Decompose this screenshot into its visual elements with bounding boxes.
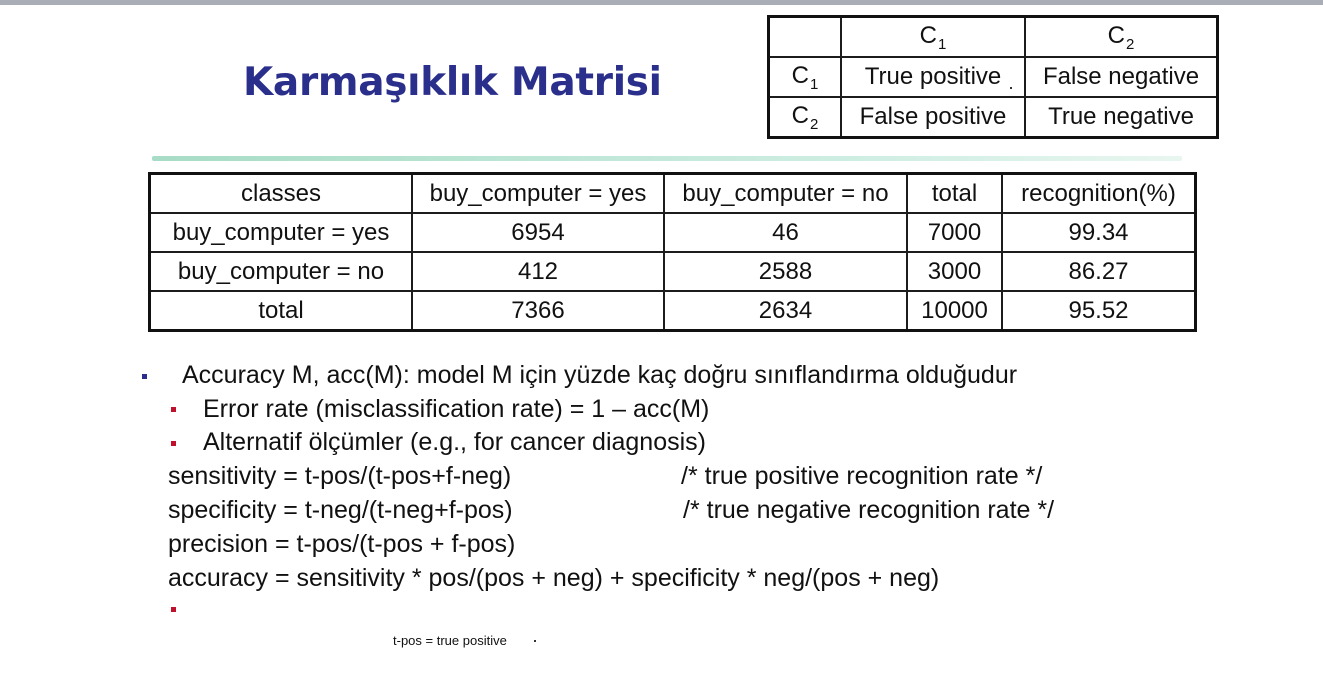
table-cell: 95.52 [1002,291,1196,331]
legend-header-c1 [841,17,1025,58]
sub-bullet-marker [171,441,176,446]
comment-specificity: /* true negative recognition rate */ [683,496,1055,524]
table-header-row [150,174,1196,214]
footnote: t-pos = true positive [393,633,507,648]
table-header-cell: buy_computer = no [664,174,907,214]
table-cell: 7366 [412,291,664,331]
table-header-cell: buy_computer = yes [412,174,664,214]
table-cell: 7000 [907,213,1002,252]
formula-sensitivity: sensitivity = t-pos/(t-pos+f-neg) [168,462,512,490]
legend-row [769,97,1218,138]
bullet-alternatives: Alternatif ölçümler (e.g., for cancer diagnosis) [203,428,706,456]
legend-row-label [769,57,842,97]
legend-cell: True positive [841,57,1025,97]
table-cell: 2634 [664,291,907,331]
bullet-accuracy: Accuracy M, acc(M): model M için yüzde kaç doğru sınıflandırma olduğudur [182,361,1018,389]
table-row [150,291,1196,331]
formula-specificity: specificity = t-neg/(t-neg+f-pos) [168,496,513,524]
sub-bullet-marker-empty [171,607,176,612]
stray-dot [1010,87,1012,89]
legend-header-c2 [1025,17,1218,58]
slide-title: Karmaşıklık Matrisi [243,60,662,105]
table-cell: 46 [664,213,907,252]
legend-row-label [769,97,842,138]
stray-dot [534,640,536,642]
table-row [150,252,1196,291]
table-row [150,213,1196,252]
table-cell: 2588 [664,252,907,291]
table-cell: 10000 [907,291,1002,331]
legend-row-c2-label: C [791,101,809,129]
formula-precision: precision = t-pos/(t-pos + f-pos) [168,530,516,558]
sub-bullet-marker [171,407,176,412]
title-divider [152,156,1182,161]
legend-header-c2-label: C [1107,21,1125,49]
table-header-cell: recognition(%) [1002,174,1196,214]
legend-cell: False negative [1025,57,1218,97]
table-cell: 3000 [907,252,1002,291]
legend-header-c1-label: C [919,21,937,49]
bullet-error-rate: Error rate (misclassification rate) = 1 – acc(M) [203,395,710,423]
legend-corner-cell [769,17,842,58]
comment-sensitivity: /* true positive recognition rate */ [681,462,1043,490]
table-cell: total [150,291,413,331]
legend-row-c1-sub: 1 [810,75,819,93]
table-cell: 99.34 [1002,213,1196,252]
table-cell: buy_computer = yes [150,213,413,252]
table-cell: 412 [412,252,664,291]
legend-row [769,57,1218,97]
legend-header-c2-sub: 2 [1126,35,1135,53]
bullet-marker [142,374,147,379]
legend-header-c1-sub: 1 [938,35,947,53]
legend-cell: False positive [841,97,1025,138]
legend-row-c1-label: C [791,61,809,89]
table-header-cell: total [907,174,1002,214]
legend-header-row [769,17,1218,58]
table-cell: 6954 [412,213,664,252]
top-border [0,0,1323,5]
legend-matrix [767,15,1219,139]
legend-cell: True negative [1025,97,1218,138]
table-cell: buy_computer = no [150,252,413,291]
formula-accuracy: accuracy = sensitivity * pos/(pos + neg) + specificity * neg/(pos + neg) [168,564,940,592]
table-cell: 86.27 [1002,252,1196,291]
confusion-matrix-table [148,172,1197,332]
table-header-cell: classes [150,174,413,214]
legend-row-c2-sub: 2 [810,115,819,133]
